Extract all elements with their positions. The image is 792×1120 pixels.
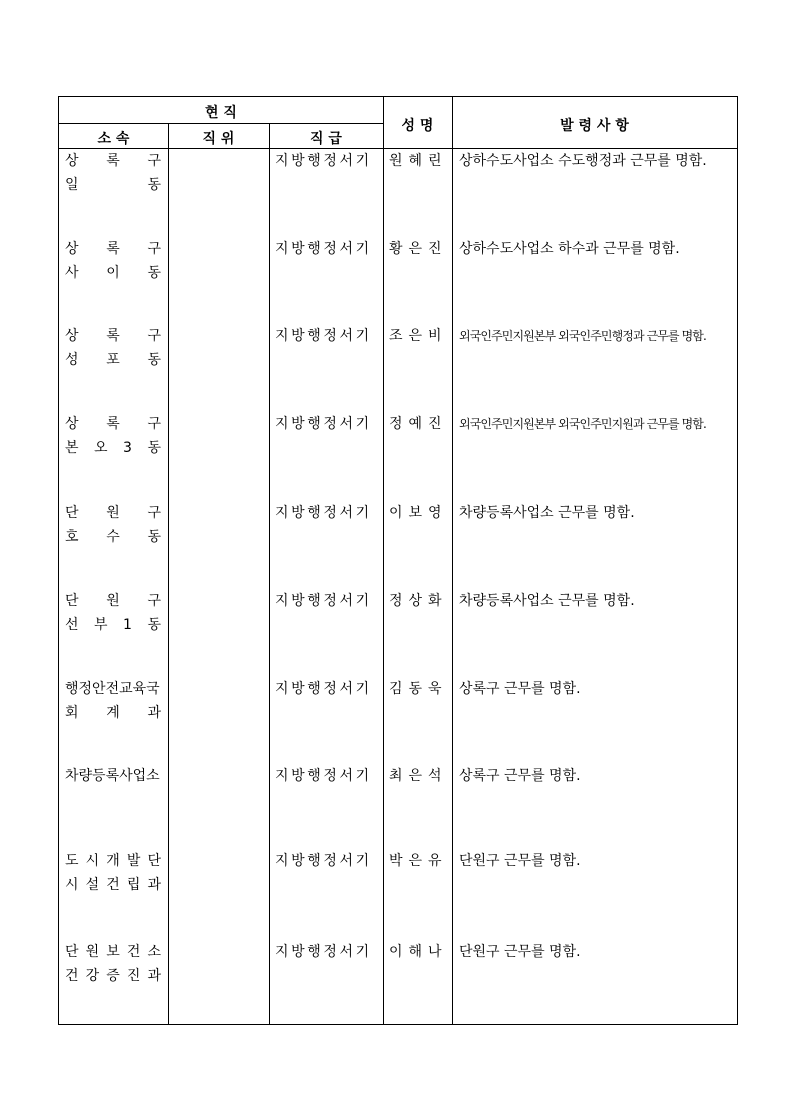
dept-line-1: 단 원 구 (65, 593, 161, 609)
table-row-dept (65, 412, 161, 460)
dept-line-1: 도 시 개 발 단 (65, 853, 161, 869)
order-cell: 차량등록사업소 근무를 명함. (459, 505, 635, 521)
name-cell: 박은유 (389, 853, 448, 869)
name-cell: 최은석 (389, 768, 448, 784)
header-affiliation: 소 속 (97, 131, 130, 147)
grade-cell: 지방행정서기 (275, 944, 372, 960)
order-cell: 상록구 근무를 명함. (459, 768, 581, 784)
dept-line-1: 상 록 구 (65, 328, 161, 344)
order-cell: 단원구 근무를 명함. (459, 944, 581, 960)
grade-cell: 지방행정서기 (275, 328, 372, 344)
dept-line-1: 단 원 보 건 소 (65, 944, 161, 960)
grade-cell: 지방행정서기 (275, 416, 372, 432)
header-grade: 직 급 (310, 131, 342, 147)
col-divider (269, 123, 270, 1024)
header-order: 발 령 사 항 (560, 118, 629, 134)
personnel-order-table (58, 96, 738, 1025)
order-cell: 단원구 근무를 명함. (459, 853, 581, 869)
grade-cell: 지방행정서기 (275, 593, 372, 609)
table-row-dept (65, 849, 161, 897)
dept-line-2: 선 부 1 동 (65, 617, 161, 633)
table-row-dept (65, 501, 161, 549)
header-position: 직 위 (202, 131, 235, 147)
name-cell: 황은진 (389, 241, 448, 257)
header-name: 성 명 (401, 118, 434, 134)
table-row-dept (65, 149, 161, 197)
order-cell: 상하수도사업소 수도행정과 근무를 명함. (459, 153, 707, 169)
table-row-dept (65, 324, 161, 372)
order-cell: 외국인주민지원본부 외국인주민지원과 근무를 명함. (459, 417, 706, 431)
dept-line-1: 상 록 구 (65, 153, 161, 169)
col-divider (383, 97, 384, 1024)
order-cell: 차량등록사업소 근무를 명함. (459, 593, 635, 609)
dept-line-1: 상 록 구 (65, 241, 161, 257)
name-cell: 이보영 (389, 505, 448, 521)
dept-line-2: 시 설 건 립 과 (65, 877, 161, 893)
dept-line-2: 사 이 동 (65, 265, 161, 281)
dept-line-2: 회 계 과 (65, 705, 161, 721)
table-row-dept (65, 940, 161, 988)
dept-line-1: 상 록 구 (65, 416, 161, 432)
table-row-dept (65, 237, 161, 285)
dept-line-2: 호 수 동 (65, 529, 161, 545)
header-subdivider (59, 123, 383, 124)
dept-line-2: 건 강 증 진 과 (65, 968, 161, 984)
dept-line-2: 본 오 3 동 (65, 440, 161, 456)
name-cell: 조은비 (389, 328, 448, 344)
dept-line-1: 차량등록사업소 (65, 768, 160, 784)
table-row-dept (65, 764, 161, 788)
dept-line-1: 단 원 구 (65, 505, 161, 521)
name-cell: 정상화 (389, 593, 448, 609)
order-cell: 상하수도사업소 하수과 근무를 명함. (459, 241, 680, 257)
dept-line-1: 행정안전교육국 (65, 681, 160, 697)
dept-line-2: 성 포 동 (65, 352, 161, 368)
name-cell: 정예진 (389, 416, 448, 432)
order-cell: 상록구 근무를 명함. (459, 681, 581, 697)
name-cell: 원혜린 (389, 153, 448, 169)
table-row-dept (65, 589, 161, 637)
name-cell: 김동욱 (389, 681, 448, 697)
table-row-dept (65, 677, 161, 725)
col-divider (168, 123, 169, 1024)
grade-cell: 지방행정서기 (275, 853, 372, 869)
order-cell: 외국인주민지원본부 외국인주민행정과 근무를 명함. (459, 329, 706, 343)
grade-cell: 지방행정서기 (275, 505, 372, 521)
col-divider (452, 97, 453, 1024)
grade-cell: 지방행정서기 (275, 681, 372, 697)
dept-line-2: 일 동 (65, 177, 161, 193)
grade-cell: 지방행정서기 (275, 241, 372, 257)
grade-cell: 지방행정서기 (275, 153, 372, 169)
grade-cell: 지방행정서기 (275, 768, 372, 784)
header-current: 현 직 (205, 105, 237, 121)
name-cell: 이해나 (389, 944, 448, 960)
